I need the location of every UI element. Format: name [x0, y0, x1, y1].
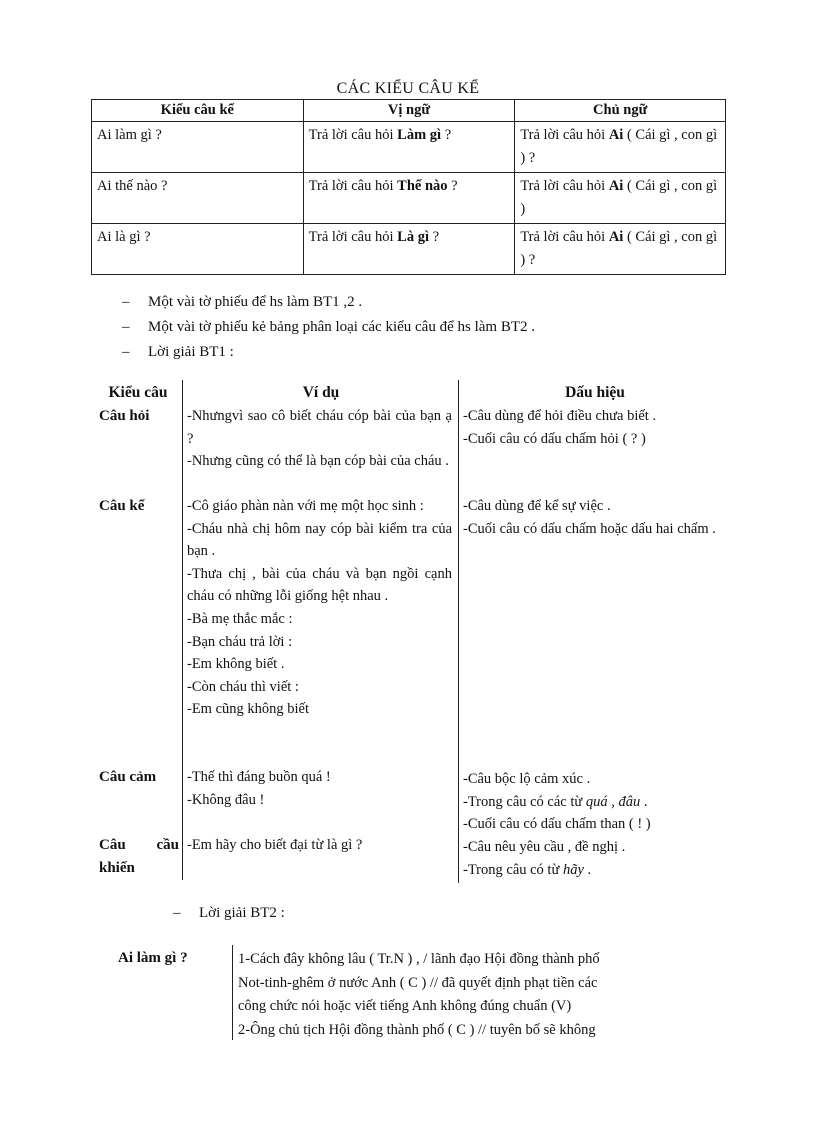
- list-item-text: Một vài tờ phiếu để hs làm BT1 ,2 .: [148, 294, 363, 310]
- text-line: 2-Ông chủ tịch Hội đồng thành phố ( C ) // tuyên bố sẽ không: [238, 1021, 596, 1038]
- list-item: [122, 340, 535, 365]
- list-item: [122, 290, 535, 315]
- text: -Trong câu có từ: [463, 861, 563, 878]
- example-line: -Cháu nhà chị hôm nay cóp bài kiểm tra của bạn .: [187, 520, 452, 560]
- cell-vi-ngu: [303, 173, 515, 224]
- text: Trả lời câu hỏi: [520, 178, 609, 194]
- table-row: [92, 224, 726, 275]
- cell-chu-ngu: [515, 122, 726, 173]
- text: .: [583, 861, 592, 878]
- examples-cau-khien: -Em hãy cho biết đại từ là gì ?: [187, 837, 363, 853]
- bold-keyword: Ai: [608, 127, 624, 143]
- bt2-heading-text: Lời giải BT2 :: [199, 905, 285, 921]
- cell-vi-ngu: [303, 224, 515, 275]
- text: ( Cái gì , con gì ): [520, 178, 718, 217]
- table-row: [92, 173, 726, 224]
- sign-line: [463, 791, 725, 814]
- italic-keywords: quá , đâu: [585, 793, 641, 810]
- header-dau-hieu: Dấu hiệu: [565, 384, 625, 401]
- sign-line: [463, 859, 725, 882]
- examples-cau-hoi: [187, 405, 452, 473]
- materials-list: [122, 290, 535, 365]
- header-vi-ngu: Vị ngữ: [303, 100, 515, 122]
- example-line: -Thế thì đáng buồn quá !: [187, 769, 331, 785]
- header-chu-ngu: Chủ ngữ: [515, 100, 726, 122]
- examples-cau-cam: [187, 766, 452, 811]
- dash-marker: –: [122, 319, 130, 335]
- sign-line: -Câu dùng để hỏi điều chưa biết .: [463, 408, 657, 424]
- text: Trả lời câu hỏi: [308, 178, 398, 194]
- text: ?: [441, 127, 452, 143]
- text: Trả lời câu hỏi: [308, 127, 398, 143]
- cell-chu-ngu: [515, 173, 726, 224]
- sign-line: -Cuối câu có dấu chấm hoặc dấu hai chấm .: [463, 520, 716, 537]
- kind-cau-cau: Câu cầu khiến: [99, 837, 179, 876]
- dash-marker: –: [122, 294, 130, 310]
- example-line: -Không đâu !: [187, 791, 265, 808]
- header-kieu-cau: Kiểu câu: [108, 384, 168, 401]
- table-header-row: [92, 100, 726, 122]
- sign-line: -Câu bộc lộ cảm xúc .: [463, 771, 591, 787]
- text-line: 1-Cách đây không lâu ( Tr.N ) , / lãnh đạo Hội đồng thành phố: [238, 951, 600, 967]
- text: ( Cái gì , con gì ) ?: [520, 127, 718, 166]
- text: ?: [428, 229, 440, 245]
- text-line: công chức nói hoặc viết tiếng Anh không đúng chuẩn (V): [238, 998, 572, 1014]
- signs-cau-hoi: [463, 405, 725, 450]
- example-line: -Cô giáo phàn nàn với mẹ một học sinh :: [187, 498, 424, 514]
- list-item-text: Lời giải BT1 :: [148, 344, 234, 360]
- text: Trả lời câu hỏi: [520, 229, 609, 245]
- text: Trả lời câu hỏi: [308, 229, 398, 245]
- bold-keyword: Làm gì: [397, 127, 442, 143]
- column-divider: [458, 380, 459, 883]
- text: ( Cái gì , con gì ) ?: [520, 229, 718, 268]
- sign-line: -Cuối câu có dấu chấm hỏi ( ? ): [463, 430, 646, 447]
- cell-kieu: Ai làm gì ?: [92, 122, 304, 173]
- header-vi-du: Ví dụ: [302, 384, 340, 401]
- bt2-sentence-type-label: Ai làm gì ?: [118, 950, 188, 966]
- signs-cau-khien: [463, 836, 725, 881]
- sign-line: -Câu nêu yêu cầu , đề nghị .: [463, 839, 626, 855]
- text: ?: [447, 178, 458, 194]
- example-line: -Em không biết .: [187, 656, 285, 673]
- header-kieu-cau-ke: Kiểu câu kể: [92, 100, 304, 122]
- signs-cau-cam: [463, 768, 725, 836]
- example-line: -Nhưng cũng có thể là bạn cóp bài của cháu .: [187, 453, 449, 470]
- text: -Trong câu có các từ: [463, 793, 586, 810]
- example-line: -Bà mẹ thắc mắc :: [187, 610, 293, 627]
- list-item: [122, 315, 535, 340]
- kind-cau-ke: Câu kể: [99, 498, 145, 514]
- sentence-types-table: [91, 99, 726, 275]
- italic-keyword: hãy: [562, 861, 584, 878]
- bold-keyword: Ai: [608, 229, 624, 245]
- example-line: -Còn cháu thì viết :: [187, 678, 299, 695]
- kind-cau-cam: Câu cảm: [99, 769, 157, 785]
- sign-line: -Cuối câu có dấu chấm than ( ! ): [463, 816, 651, 833]
- dash-marker: –: [122, 344, 130, 360]
- signs-cau-ke: [463, 495, 725, 540]
- text: Trả lời câu hỏi: [520, 127, 609, 143]
- bold-keyword: Ai: [608, 178, 624, 194]
- example-line: -Em cũng không biết: [187, 701, 310, 718]
- table-row: [92, 122, 726, 173]
- text-line: Not-tinh-ghêm ở nước Anh ( C ) // đã quyết định phạt tiền các: [238, 974, 598, 991]
- page-title: CÁC KIỂU CÂU KỂ: [336, 80, 480, 97]
- example-line: -Bạn cháu trả lời :: [187, 633, 293, 650]
- cell-kieu: Ai thế nào ?: [92, 173, 304, 224]
- bt2-heading: [173, 905, 285, 922]
- example-line: -Thưa chị , bài của cháu và bạn ngồi cạnh cháu có những lỗi giống hệt nhau .: [187, 565, 452, 605]
- cell-vi-ngu: [303, 122, 515, 173]
- example-line: -Nhưngvì sao cô biết cháu cóp bài của bạn ạ ?: [187, 408, 452, 447]
- bold-keyword: Là gì: [397, 229, 429, 245]
- text: .: [640, 793, 648, 810]
- list-item-text: Một vài tờ phiếu kẻ bảng phân loại các kiểu câu để hs làm BT2 .: [148, 319, 535, 335]
- sign-line: -Câu dùng để kể sự việc .: [463, 498, 611, 514]
- dash-marker: –: [173, 905, 181, 921]
- column-divider: [182, 380, 183, 880]
- examples-cau-ke: [187, 495, 452, 721]
- bt2-answer-text: [238, 948, 718, 1042]
- cell-chu-ngu: [515, 224, 726, 275]
- kind-cau-hoi: Câu hỏi: [99, 408, 150, 424]
- column-divider: [232, 945, 233, 1040]
- bold-keyword: Thế nào: [397, 178, 448, 194]
- cell-kieu: Ai là gì ?: [92, 224, 304, 275]
